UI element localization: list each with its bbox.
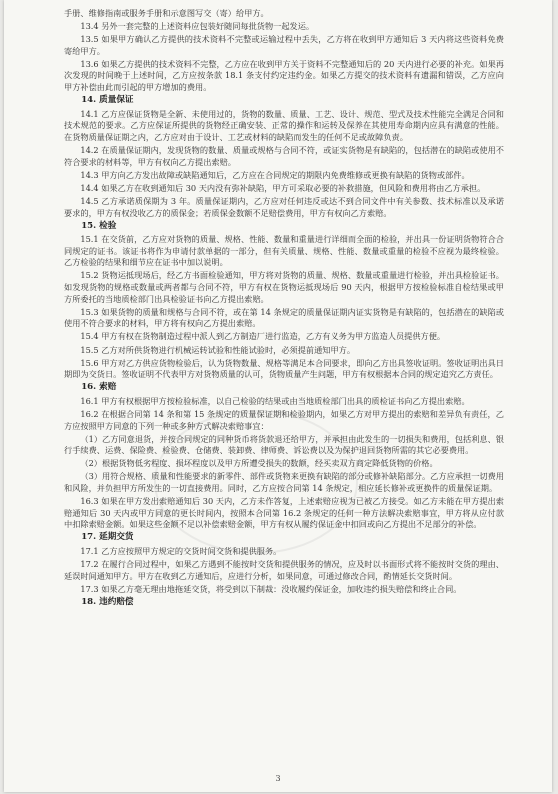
clause-paragraph: 15.4 甲方有权在货物制造过程中派人到乙方制造厂进行监造，乙方有义务为甲方监造人员提供方便。 bbox=[80, 331, 446, 342]
clause-paragraph: 13.4 另外一套完整的上述资料应包装好随同每批货物一起发运。 bbox=[80, 21, 315, 32]
clause-paragraph: （1）乙方同意退货，并按合同规定的同种货币将货款退还给甲方，并承担由此发生的一切损失和费用，包括利息、银行手续费、运费、保险费、检验费、仓储费、装卸费、律师费、诉讼费以及为保护退回货物所需的其它必要费用。 bbox=[64, 433, 504, 456]
clause-paragraph: （3）用符合规格、质量和性能要求的新零件、部件或货物来更换有缺陷的部分或修补缺陷部分。乙方应承担一切费用和风险，并负担甲方所发生的一切直接费用。同时，乙方应按合同第 14 条规定，相应延长修补或更换件的质量保证期。 bbox=[64, 471, 504, 494]
document-page bbox=[4, 0, 552, 792]
section-heading: 18. 违约赔偿 bbox=[81, 596, 134, 607]
section-heading: 16. 索赔 bbox=[81, 382, 117, 393]
clause-paragraph: 14.5 乙方承诺质保期为 3 年。质量保证期内，乙方应对任何违反或达不到合同文件中有关参数、技术标准以及承诺要求的，甲方有权没收乙方的质保金；若质保金数额不足赔偿费用，甲方有权向乙方索赔。 bbox=[64, 195, 504, 218]
clause-paragraph: 17.3 如果乙方毫无理由地拖延交货，将受到以下制裁：没收履约保证金，加收违约损失赔偿和终止合同。 bbox=[80, 583, 462, 594]
section-heading: 17. 延期交货 bbox=[81, 532, 134, 543]
clause-paragraph: 14.3 甲方向乙方发出故障或缺陷通知后，乙方应在合同规定的期限内免费维修或更换有缺陷的货物或部件。 bbox=[80, 169, 470, 180]
clause-paragraph: 15.3 如果货物的质量和规格与合同不符，或在第 14 条规定的质量保证期内证实货物是有缺陷的，包括潜在的缺陷或使用不符合要求的材料，甲方将有权向乙方提出索赔。 bbox=[64, 306, 504, 329]
clause-paragraph: 14.2 在质量保证期内，发现货物的数量、质量或规格与合同不符，或证实货物是有缺陷的，包括潜在的缺陷或使用不符合要求的材料等，甲方有权向乙方提出索赔。 bbox=[64, 145, 504, 167]
clause-paragraph: 手册、维修指南或服务手册和示意图写交（寄）给甲方。 bbox=[64, 8, 269, 18]
clause-paragraph: 16.2 在根据合同第 14 条和第 15 条规定的质量保证期和检验期内，如果乙方对甲方提出的索赔和差异负有责任，乙方应按照甲方同意的下列一种或多种方式解决索赔事宜： bbox=[64, 409, 504, 431]
contract-text-body bbox=[64, 8, 504, 611]
clause-paragraph: 14.4 如果乙方在收到通知后 30 天内没有弥补缺陷，甲方可采取必要的补救措施，但风险和费用将由乙方承担。 bbox=[80, 182, 486, 193]
clause-paragraph: 17.1 乙方应按照甲方规定的交货时间交货和提供服务。 bbox=[80, 546, 282, 557]
clause-paragraph: 13.5 如果甲方确认乙方提供的技术资料不完整或运输过程中丢失，乙方将在收到甲方通知后 3 天内将这些资料免费寄给甲方。 bbox=[64, 34, 504, 56]
clause-paragraph: 17.2 在履行合同过程中，如果乙方遇到不能按时交货和提供服务的情况，应及时以书面形式将不能按时交货的理由、延误时间通知甲方。甲方在收到乙方通知后，应进行分析，如果同意，可通过修改合同，酌情延长交货时间。 bbox=[64, 559, 504, 581]
clause-paragraph: 16.1 甲方有权根据甲方按检验标准，以自己检验的结果或由当地质检部门出具的质检证书向乙方提出索赔。 bbox=[80, 395, 470, 406]
clause-paragraph: 16.3 如果在甲方发出索赔通知后 30 天内，乙方未作答复，上述索赔应视为已被乙方接受。如乙方未能在甲方提出索赔通知后 30 天内或甲方同意的更长时间内，按照本合同第 16.2 条规定的任何一种方法解决索赔事宜，甲方将从应付款中扣除索赔金额。如果这些金额不足以补偿索赔金额，甲方有权从履约保证金中扣回或向乙方提出不足部分的补偿。 bbox=[64, 496, 504, 530]
clause-paragraph: 15.6 甲方对乙方供应货物检验后，认为货物数量、规格等满足本合同要求，即向乙方出具签收证明。签收证明出具日期即为交货日。签收证明不代表甲方对货物质量的认可，货物质量产生问题，甲方有权根据本合同的规定追究乙方责任。 bbox=[64, 357, 504, 380]
section-heading: 15. 检验 bbox=[81, 220, 117, 231]
page-number: 3 bbox=[275, 774, 281, 783]
clause-paragraph: （2）根据货物低劣程度、损坏程度以及甲方所遭受损失的数额，经买卖双方商定降低货物的价格。 bbox=[80, 458, 438, 469]
clause-paragraph: 14.1 乙方应保证货物是全新、未使用过的，货物的数量、质量、工艺、设计、规范、型式及技术性能完全满足合同和技术规范的要求。乙方应保证所提供的货物经正确安装、正常的操作和运转及保养在其使用寿命期内应具有满意的性能。在货物质量保证期之内，乙方应对由于设计、工艺或材料的缺陷而发生的任何不足或故障负责。 bbox=[64, 108, 504, 142]
clause-paragraph: 15.2 货物运抵现场后，经乙方书面检验通知，甲方将对货物的质量、规格、数量或重量进行检验，并出具检验证书。如发现货物的规格或数量或两者都与合同不符，甲方有权在货物运抵现场后 90 天内，根据甲方按检验标准自检结果或甲方所委托的当地质检部门出具检验证书向乙方提出索赔。 bbox=[64, 270, 504, 304]
section-heading: 14. 质量保证 bbox=[81, 95, 134, 106]
clause-paragraph: 15.5 乙方对所供货物进行机械运转试验和性能试验时，必须提前通知甲方。 bbox=[80, 344, 356, 355]
clause-paragraph: 13.6 如果乙方提供的技术资料不完整，乙方应在收到甲方关于资料不完整通知后的 20 天内进行必要的补充。如果再次发现的时间晚于上述时间，乙方应按条款 18.1 条支付约定违约金。如果乙方提交的技术资料有遗漏和错误，乙方应向甲方补偿由此而引起的甲方增加的费用。 bbox=[64, 58, 504, 93]
clause-paragraph: 15.1 在交货前，乙方应对货物的质量、规格、性能、数量和重量进行详细而全面的检验，并出具一份证明货物符合合同规定的证书。该证书将作为申请付款单据的一部分，但有关质量、规格、性能、数量或重量的检验不应视为最终检验。乙方检验的结果和细节应在证书中加以说明。 bbox=[64, 234, 504, 268]
